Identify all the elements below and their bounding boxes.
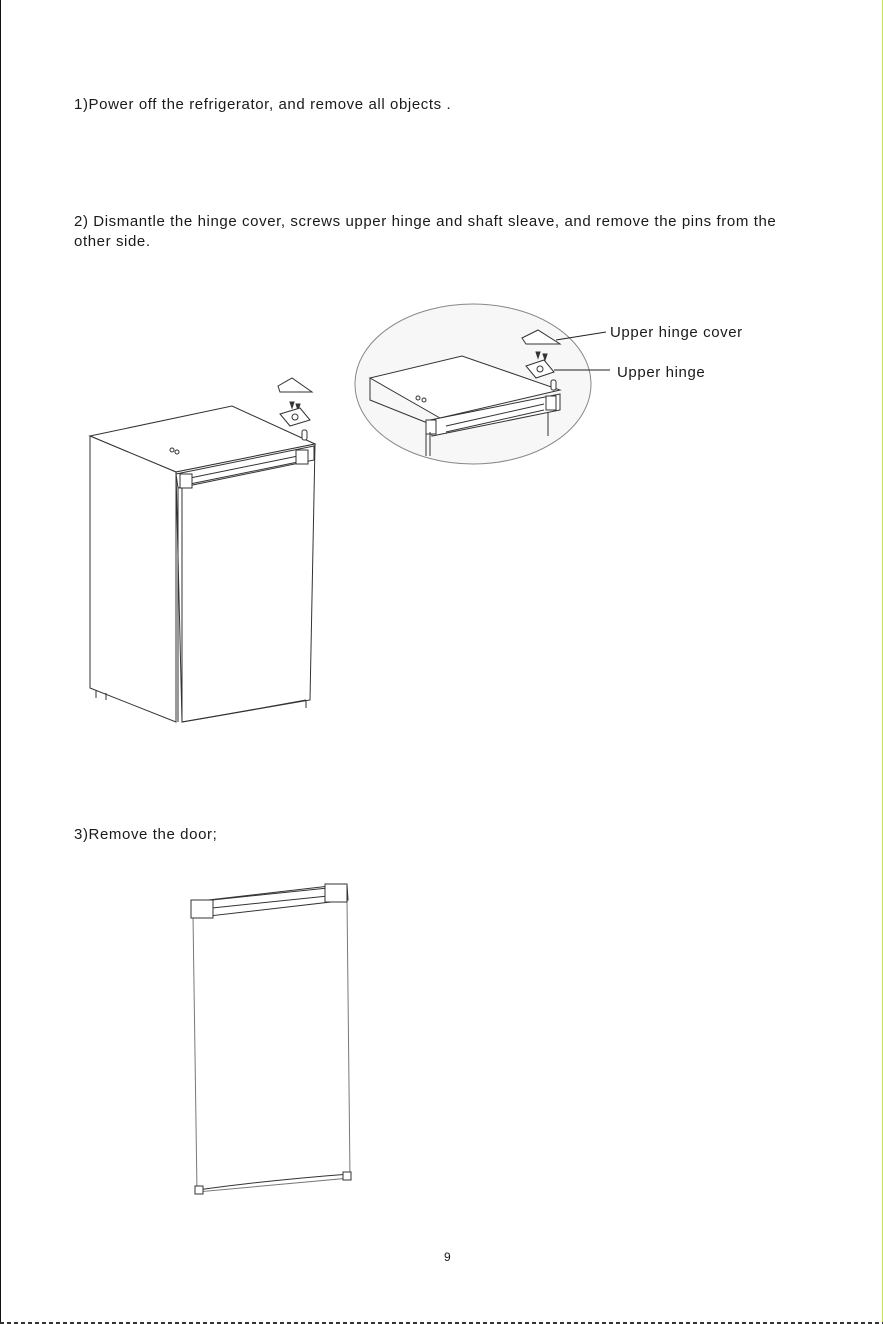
step-3-text: 3)Remove the door; <box>74 826 218 843</box>
door-illustration <box>191 884 351 1194</box>
refrigerator-illustration <box>90 378 315 722</box>
step-1-text: 1)Power off the refrigerator, and remove all objects . <box>74 96 452 113</box>
upper-hinge-cover-label: Upper hinge cover <box>610 324 743 341</box>
page-number: 9 <box>444 1250 451 1264</box>
step-2-text: 2) Dismantle the hinge cover, screws upper hinge and shaft sleave, and remove the pins from the other side. <box>74 213 777 250</box>
upper-hinge-label: Upper hinge <box>617 364 706 381</box>
magnified-detail <box>355 304 610 464</box>
